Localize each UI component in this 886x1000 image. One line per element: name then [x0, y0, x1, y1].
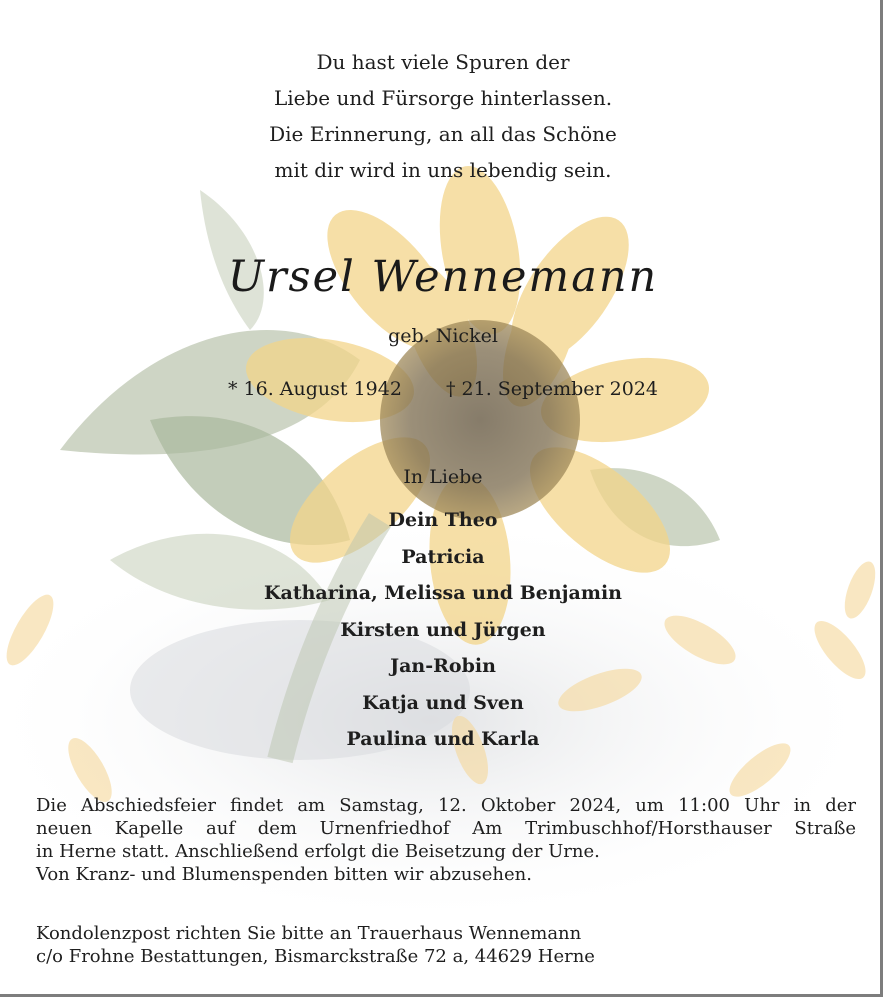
mourner-name: Kirsten und Jürgen: [340, 618, 546, 641]
mourner-name: Katja und Sven: [362, 691, 524, 714]
memorial-poem: [0, 44, 883, 188]
mourner-name: Dein Theo: [388, 509, 498, 531]
death-date: † 21. September 2024: [446, 378, 658, 400]
mourner-name: Patricia: [401, 545, 485, 568]
service-line: neuen Kapelle auf dem Urnenfriedhof Am Trimbuschhof/Horsthauser Straße: [36, 818, 856, 839]
poem-line: mit dir wird in uns lebendig sein.: [274, 158, 612, 182]
condolence-line: Kondolenzpost richten Sie bitte an Trauerhaus Wennemann: [36, 923, 582, 944]
mourner-name: Paulina und Karla: [346, 728, 540, 750]
condolence-line: c/o Frohne Bestattungen, Bismarckstraße 72 a, 44629 Herne: [36, 946, 595, 967]
poem-line: Die Erinnerung, an all das Schöne: [269, 122, 617, 146]
mourner-name: Katharina, Melissa und Benjamin: [264, 582, 622, 604]
poem-line: Du hast viele Spuren der: [316, 50, 570, 74]
birth-date: * 16. August 1942: [228, 378, 402, 400]
mourners-list: [0, 502, 883, 758]
mourners-intro: In Liebe: [403, 466, 483, 488]
service-line: Die Abschiedsfeier findet am Samstag, 12. Oktober 2024, um 11:00 Uhr in der: [36, 795, 856, 816]
service-details: [36, 794, 856, 886]
birth-name: geb. Nickel: [388, 325, 498, 347]
service-line: Von Kranz- und Blumenspenden bitten wir abzusehen.: [36, 864, 532, 885]
poem-line: Liebe und Fürsorge hinterlassen.: [273, 86, 613, 110]
mourner-name: Jan-Robin: [390, 655, 496, 677]
deceased-name: Ursel Wennemann: [227, 252, 659, 302]
service-line: in Herne statt. Anschließend erfolgt die Beisetzung der Urne.: [36, 841, 600, 862]
condolence-address: [36, 922, 856, 968]
